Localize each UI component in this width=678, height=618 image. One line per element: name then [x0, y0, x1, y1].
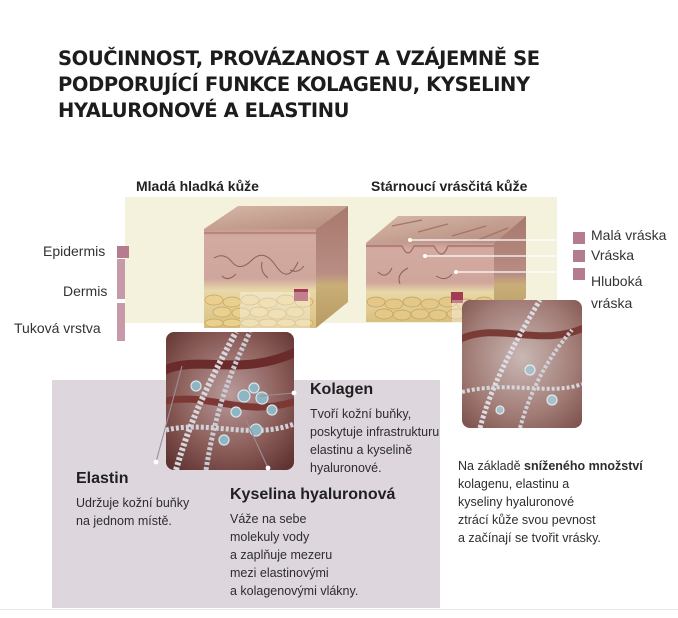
wrinkle-marker: [573, 250, 585, 262]
elastin-description: [76, 494, 189, 530]
note-prefix: Na základě: [458, 459, 525, 473]
label-wrinkle: Vráska: [591, 247, 635, 263]
label-deep-wrinkle: [591, 270, 642, 314]
deep-wrinkle-marker: [573, 268, 585, 280]
note-first-line: [458, 457, 643, 475]
deep-wrinkle-line-2: vráska: [591, 295, 633, 311]
kolagen-line: Tvoří kožní buňky,: [310, 407, 412, 421]
elastin-line: Udržuje kožní buňky: [76, 496, 190, 510]
epidermis-marker: [117, 246, 129, 258]
title-line-2: PODPORUJÍCÍ FUNKCE KOLAGENU, KYSELINY: [58, 73, 530, 96]
label-epidermis: Epidermis: [43, 243, 106, 259]
label-dermis: Dermis: [63, 283, 108, 299]
note-line: kolagenu, elastinu a: [458, 477, 570, 491]
elastin-line: na jednom místě.: [76, 514, 172, 528]
kolagen-line: hyaluronové.: [310, 461, 382, 475]
hyaluron-line: molekuly vody: [230, 530, 310, 544]
bottom-divider: [0, 609, 678, 610]
note-line: a začínají se tvořit vrásky.: [458, 531, 601, 545]
hyaluron-title: Kyselina hyaluronová: [230, 486, 396, 503]
title-line-1: SOUČINNOST, PROVÁZANOST A VZÁJEMNĚ SE: [58, 47, 540, 70]
hyaluron-line: Váže na sebe: [230, 512, 307, 526]
note-line: kyseliny hyaluronové: [458, 495, 575, 509]
label-small-wrinkle: Malá vráska: [591, 227, 667, 243]
kolagen-line: poskytuje infrastrukturu: [310, 425, 440, 439]
dermis-bar: [117, 259, 125, 299]
small-wrinkle-marker: [573, 232, 585, 244]
note-line: ztrácí kůže svou pevnost: [458, 513, 596, 527]
label-fat-layer: Tuková vrstva: [14, 320, 101, 336]
note-bold: sníženého množství: [524, 459, 643, 473]
aging-skin-heading: Stárnoucí vrásčitá kůže: [371, 178, 528, 194]
hyaluron-line: a kolagenovými vlákny.: [230, 584, 359, 598]
aging-skin-zoom: [458, 300, 588, 428]
hyaluron-description: [230, 510, 358, 600]
deep-wrinkle-line-1: Hluboká: [591, 273, 643, 289]
young-skin-zoom: [160, 332, 300, 470]
kolagen-line: elastinu a kyselině: [310, 443, 413, 457]
title-line-3: HYALURONOVÉ A ELASTINU: [58, 99, 350, 122]
hyaluron-line: mezi elastinovými: [230, 566, 329, 580]
hyaluron-line: a zaplňuje mezeru: [230, 548, 333, 562]
kolagen-title: Kolagen: [310, 381, 374, 398]
young-skin-block: [204, 206, 348, 338]
fat-layer-bar: [117, 303, 125, 341]
young-skin-heading: Mladá hladká kůže: [136, 178, 259, 194]
kolagen-description: [310, 405, 439, 477]
elastin-title: Elastin: [76, 470, 129, 487]
aging-note: [458, 457, 643, 547]
